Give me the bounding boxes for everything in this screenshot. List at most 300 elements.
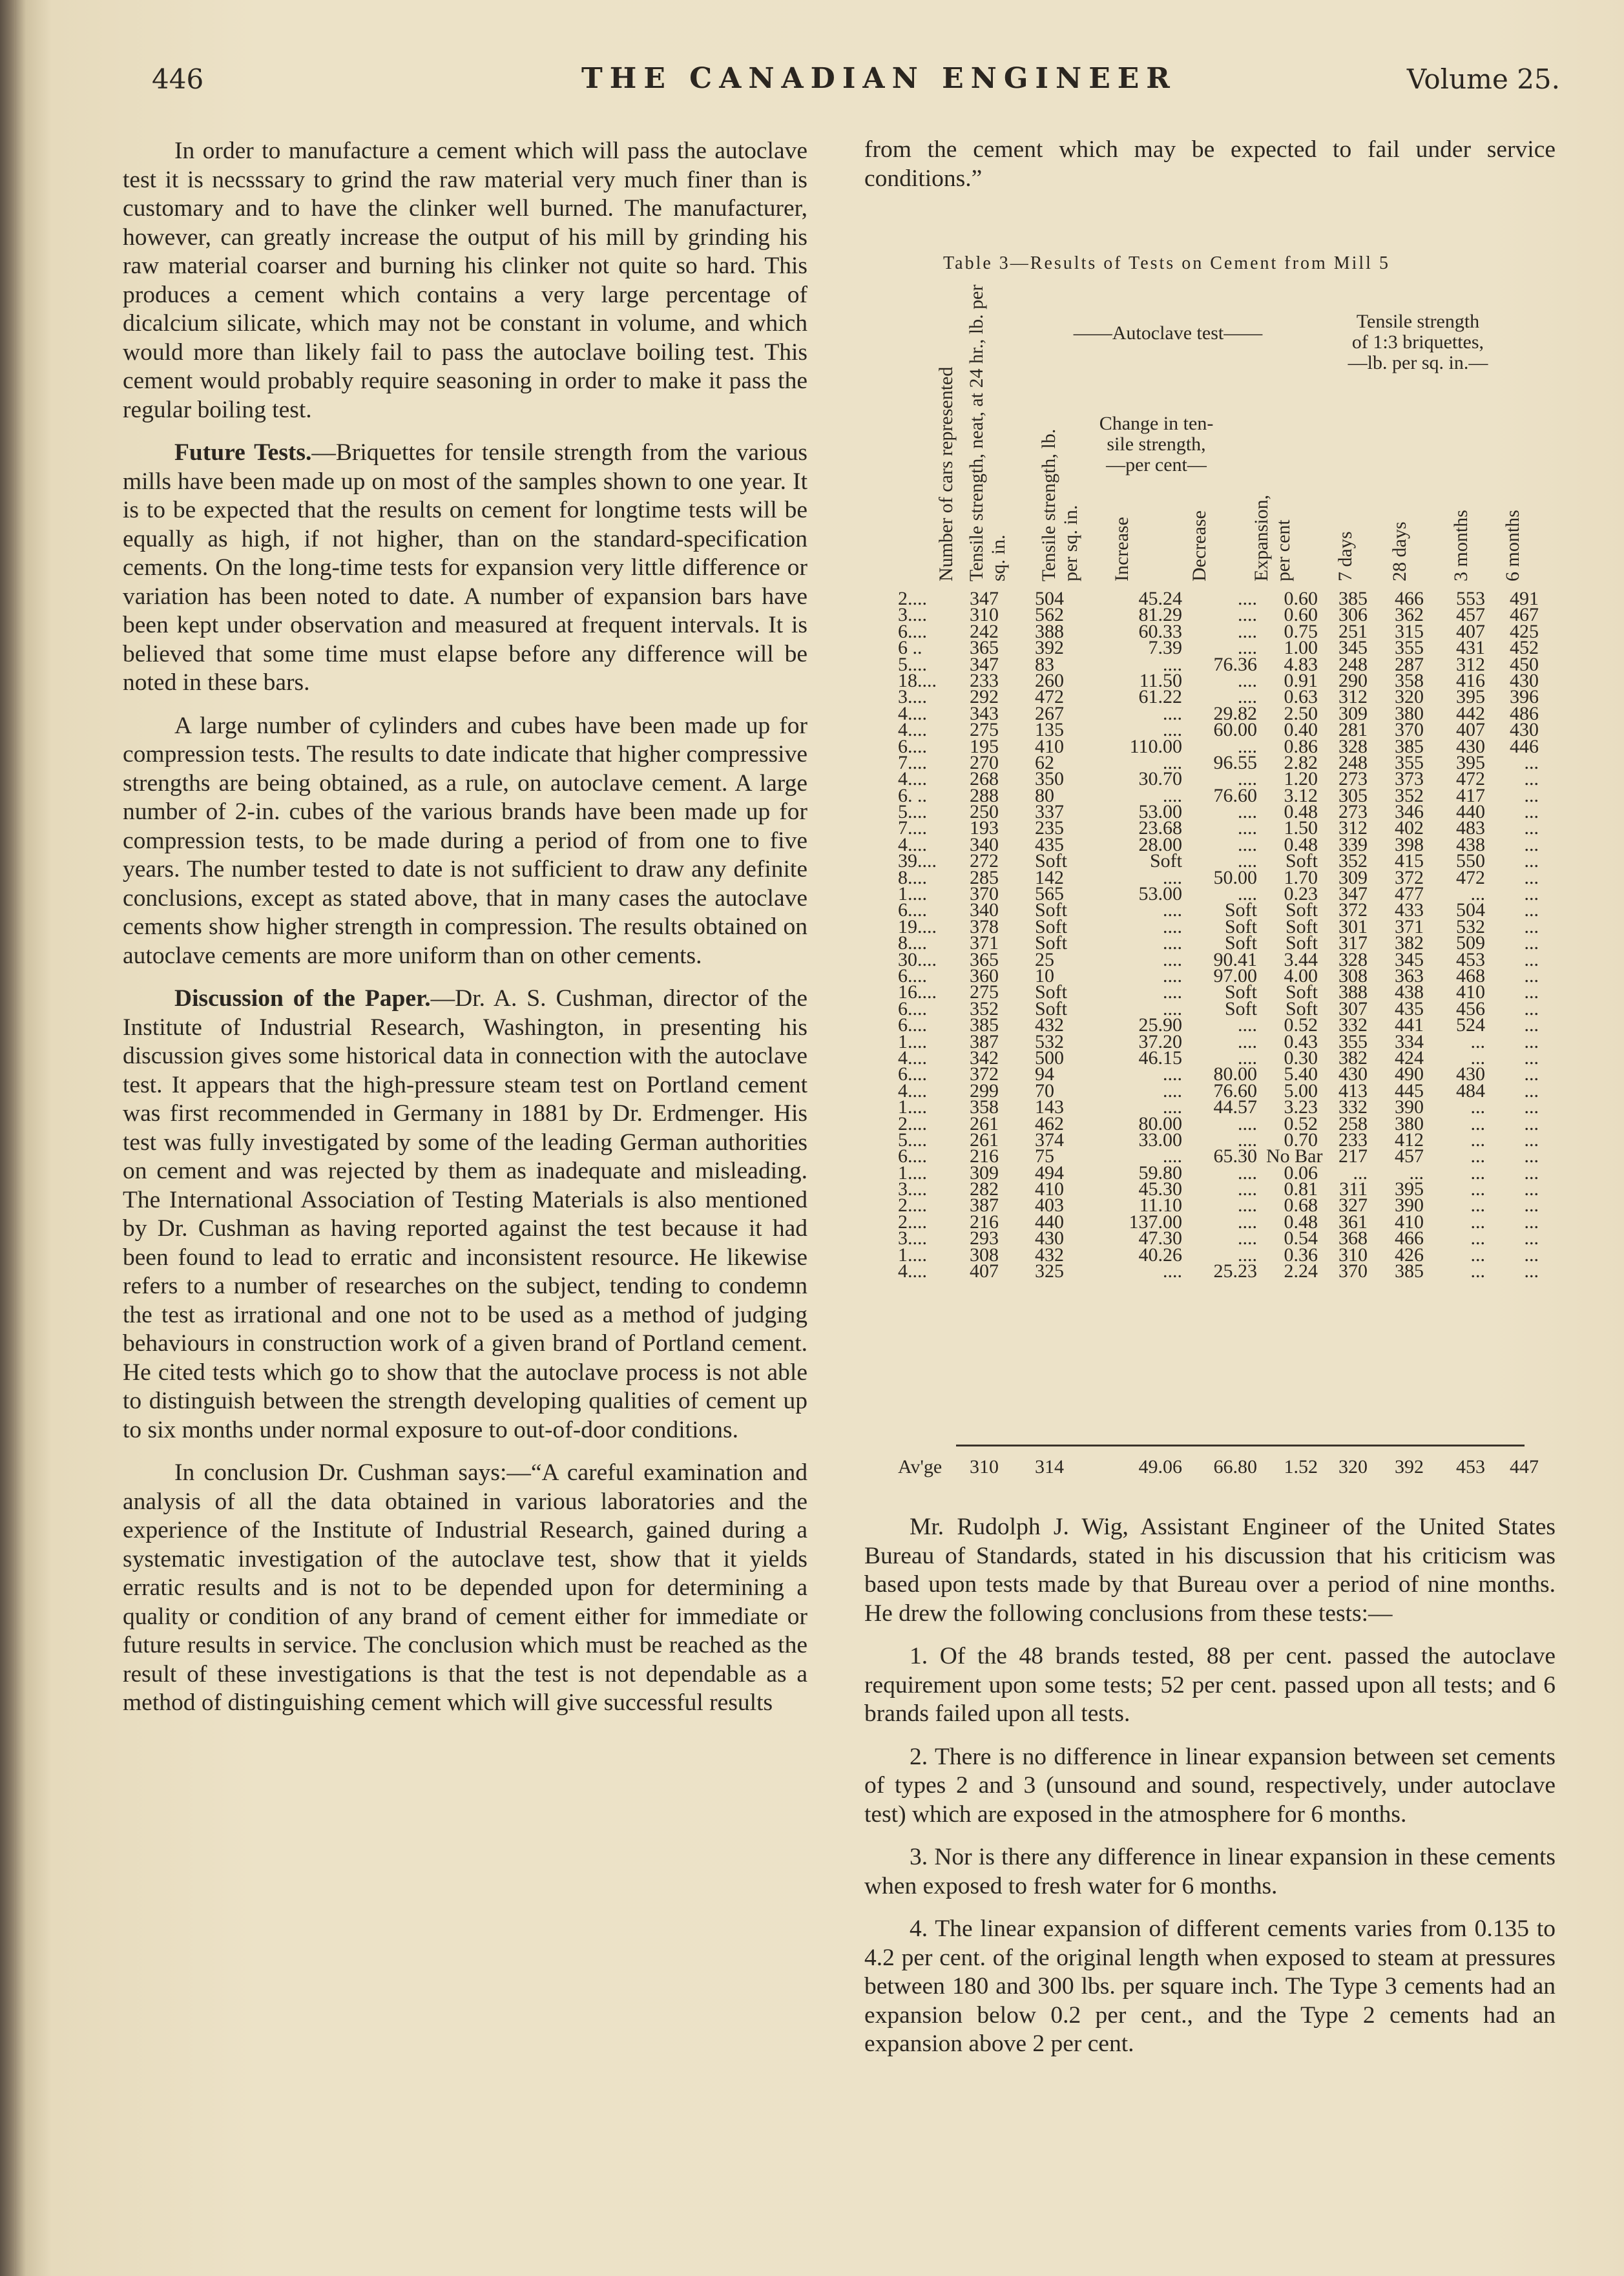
table-cell: 385 (970, 1014, 999, 1036)
table-cell: 365 (970, 948, 999, 970)
table-cell: ... (1470, 1145, 1485, 1167)
table-cell: 368 (1338, 1227, 1368, 1249)
table-cell: 407 (1456, 620, 1485, 642)
table-cell: 430 (1456, 735, 1485, 757)
table-cell: 233 (1338, 1129, 1368, 1151)
table-cell: ... (1524, 1112, 1539, 1134)
table-cell: 315 (1395, 620, 1424, 642)
table-cell: 385 (1395, 1260, 1424, 1282)
header-autoclave-group: ——Autoclave test—— (1073, 322, 1263, 344)
table-cell: Soft (1224, 915, 1257, 937)
table-cell: 2.24 (1284, 1260, 1318, 1282)
table-average-cell: 310 (970, 1456, 999, 1477)
right-column-bottom (864, 1513, 1556, 2073)
page-header (152, 58, 1560, 103)
table-cell: 440 (1035, 1211, 1064, 1233)
table-cell: 308 (1338, 965, 1368, 987)
table-cell: 413 (1338, 1080, 1368, 1101)
table-cell: 402 (1395, 817, 1424, 839)
table-cell: 339 (1338, 833, 1368, 855)
table-cell: Soft (1149, 850, 1182, 872)
table-cell: 3.... (898, 1227, 927, 1249)
table-cell: .... (1238, 1162, 1257, 1184)
table-cell: 110.00 (1129, 735, 1182, 757)
table-cell: 4.... (898, 1080, 927, 1101)
table-cell: 233 (970, 669, 999, 691)
table-cell: 430 (1035, 1227, 1064, 1249)
header-increase: Increase (1111, 517, 1132, 581)
paragraph: In order to manufacture a cement which will pass the autoclave test it is necsssary to grind the raw material very much finer than is customary and to have the clinker well burned. The manufacturer, however, can greatly increase the output of his mill by grinding his raw material coarser and burning his clinker not quite so hard. This produces a cement which contains a very large percentage of dicalcium silicate, which may not be constant in volume, and which would more than likely fail to pass the autoclave boiling test. This cement would probably require seasoning in order to make it pass the regular boiling test. (123, 138, 807, 423)
table-cell: 477 (1395, 883, 1424, 905)
table-cell: 524 (1456, 1014, 1485, 1036)
table-cell: ... (1524, 833, 1539, 855)
table-cell: 395 (1456, 686, 1485, 708)
table-cell: 441 (1395, 1014, 1424, 1036)
table-cell: .... (1238, 883, 1257, 905)
table-cell: 29.82 (1213, 702, 1257, 724)
table-cell: 0.43 (1284, 1030, 1318, 1052)
table-average-cell: 314 (1035, 1456, 1064, 1477)
table-cell: 370 (970, 883, 999, 905)
table-cell: 306 (1338, 604, 1368, 626)
table-cell: 0.52 (1284, 1112, 1318, 1134)
table-cell: 2.50 (1284, 702, 1318, 724)
table-cell: .... (1238, 686, 1257, 708)
table-cell: 312 (1456, 653, 1485, 675)
section-heading: Discussion of the Paper. (174, 985, 431, 1012)
table-cell: 60.33 (1138, 620, 1182, 642)
header-briquettes-group (1308, 311, 1528, 373)
table-cell: 28.00 (1138, 833, 1182, 855)
table-cell: 396 (1510, 686, 1539, 708)
table-cell: 1.20 (1284, 768, 1318, 790)
table-cell: 272 (970, 850, 999, 872)
table-cell: ... (1524, 1244, 1539, 1266)
table-cell: 25.90 (1138, 1014, 1182, 1036)
table-cell: 371 (1395, 915, 1424, 937)
table-cell: 309 (970, 1162, 999, 1184)
table-cell: ... (1524, 1178, 1539, 1200)
header-line: Tensile strength (1356, 311, 1480, 332)
table-cell: 387 (970, 1195, 999, 1216)
table-cell: 143 (1035, 1096, 1064, 1118)
table-cell: 285 (970, 866, 999, 888)
table-cell: 491 (1510, 588, 1539, 609)
table-cell: .... (1238, 1030, 1257, 1052)
table-cell: 309 (1338, 866, 1368, 888)
table-cell: 0.30 (1284, 1047, 1318, 1069)
table-cell: 83 (1035, 653, 1054, 675)
table-cell: 195 (970, 735, 999, 757)
table-cell: 0.40 (1284, 719, 1318, 741)
table-cell: ... (1524, 768, 1539, 790)
table-cell: 435 (1035, 833, 1064, 855)
table-cell: 135 (1035, 719, 1064, 741)
table-cell: 550 (1456, 850, 1485, 872)
table-cell: 5.40 (1284, 1063, 1318, 1085)
table-cell: 65.30 (1213, 1145, 1257, 1167)
table-cell: 216 (970, 1211, 999, 1233)
table-cell: 4.... (898, 1047, 927, 1069)
table-cell: 0.60 (1284, 604, 1318, 626)
header-line: of 1:3 briquettes, (1351, 331, 1484, 353)
table-cell: .... (1163, 1080, 1182, 1101)
table-cell: ... (1470, 883, 1485, 905)
table-cell: 3.... (898, 1178, 927, 1200)
table-cell: ... (1524, 817, 1539, 839)
table-cell: .... (1163, 866, 1182, 888)
table-cell: 309 (1338, 702, 1368, 724)
table-cell: 372 (1395, 866, 1424, 888)
table-cell: 2.... (898, 588, 927, 609)
table-cell: .... (1163, 965, 1182, 987)
table-average-cell: 49.06 (1138, 1456, 1182, 1477)
table-cell: 4.... (898, 1260, 927, 1282)
conclusion-item: 1. Of the 48 brands tested, 88 per cent. passed the autoclave requirement upon some tests; 52 per cent. passed upon all tests; and 6 brands failed upon all tests. (864, 1643, 1556, 1727)
table-cell: 70 (1035, 1080, 1054, 1101)
table-cell: 433 (1395, 899, 1424, 921)
table-cell: 312 (1338, 686, 1368, 708)
table-cell: 275 (970, 981, 999, 1003)
table-cell: ... (1524, 997, 1539, 1019)
table-cell: 363 (1395, 965, 1424, 987)
table-cell: 11.50 (1139, 669, 1182, 691)
table-cell: 76.36 (1213, 653, 1257, 675)
table-cell: .... (1238, 801, 1257, 823)
table-cell: 327 (1338, 1195, 1368, 1216)
table-cell: 261 (970, 1129, 999, 1151)
table-cell: Soft (1035, 899, 1068, 921)
table-cell: 288 (970, 784, 999, 806)
table-cell: 355 (1395, 751, 1424, 773)
table-cell: ... (1524, 1227, 1539, 1249)
table-cell: 311 (1339, 1178, 1368, 1200)
table-cell: 431 (1456, 637, 1485, 659)
table-cell: 412 (1395, 1129, 1424, 1151)
table-cell: 372 (1338, 899, 1368, 921)
paragraph-text: —Dr. A. S. Cushman, director of the Institute of Industrial Research, Washington, in presenting his discussion gives some historical data in connection with the autoclave test. It appears that the high-pressure steam test on Portland cement was first recommended in Germany in 1881 by Dr. Erdmenger. His test was fully investigated by some of the leading German authorities on cement and was rejected by them as inadequate and misleading. The International Association of Testing Materials is also mentioned by Dr. Cushman as having reported against the test because it had been found to lead to erratic and inconsistent resource. He likewise refers to a number of researches on the subject, tending to condemn the test as irrational and one not to be used as a method of judging behaviours in construction work of a given brand of Portland cement. He cited tests which go to show that the autoclave process is not able to distinguish between the strength developing qualities of cement up to six months under normal exposure to out-of-door conditions. (123, 985, 807, 1443)
table-cell: 7.... (898, 751, 927, 773)
table-cell: 310 (1338, 1244, 1368, 1266)
table-cell: .... (1163, 1063, 1182, 1085)
table-cell: 0.36 (1284, 1244, 1318, 1266)
table-cell: 532 (1035, 1030, 1064, 1052)
table-cell: 352 (970, 997, 999, 1019)
table-cell: Soft (1035, 932, 1068, 954)
table-cell: ... (1470, 1260, 1485, 1282)
table-cell: .... (1163, 932, 1182, 954)
table-cell: 407 (1456, 719, 1485, 741)
table-cell: 334 (1395, 1030, 1424, 1052)
table-cell: 457 (1456, 604, 1485, 626)
table-cell: 0.54 (1284, 1227, 1318, 1249)
table-cell: 8.... (898, 866, 927, 888)
table-cell: 3.... (898, 604, 927, 626)
table-cell: 137.00 (1129, 1211, 1182, 1233)
table-cell: 281 (1338, 719, 1368, 741)
table-cell: ... (1470, 1129, 1485, 1151)
table-cell: 483 (1456, 817, 1485, 839)
table-cell: 410 (1395, 1211, 1424, 1233)
table-cell: .... (1163, 948, 1182, 970)
table-cell: ... (1524, 850, 1539, 872)
table-cell: .... (1238, 735, 1257, 757)
table-cell: ... (1524, 1211, 1539, 1233)
table-cell: 6.... (898, 1063, 927, 1085)
header-tensile: Tensile strength, lb. per sq. in. (1038, 428, 1081, 581)
table-cell: 410 (1456, 981, 1485, 1003)
table-cell: .... (1238, 1047, 1257, 1069)
table-cell: ... (1524, 948, 1539, 970)
table-cell: 320 (1395, 686, 1424, 708)
table-cell: 216 (970, 1145, 999, 1167)
header-line: —lb. per sq. in.— (1348, 352, 1488, 373)
table-cell: .... (1163, 653, 1182, 675)
table-cell: 76.60 (1213, 1080, 1257, 1101)
table-cell: 392 (1035, 637, 1064, 659)
table-cell: 25.23 (1213, 1260, 1257, 1282)
table-cell: 308 (970, 1244, 999, 1266)
table-cell: 361 (1338, 1211, 1368, 1233)
table-cell: 50.00 (1213, 866, 1257, 888)
table-cell: 390 (1395, 1096, 1424, 1118)
paragraph: A large number of cylinders and cubes have been made up for compression tests. The results to date indicate that higher compressive strengths are being obtained, as a rule, on autoclave cement. A large number of 2-in. cubes of the various brands have been made up for compression tests, to be made during a period of from one to five years. The number tested to date is not sufficient to draw any definite conclusions, except as stated above, that in many cases the autoclave cements show higher strength in compression. The results obtained on autoclave cements are more uniform than on other cements. (123, 712, 807, 969)
table-cell: 275 (970, 719, 999, 741)
table-cell: 193 (970, 817, 999, 839)
table-cell: 372 (970, 1063, 999, 1085)
conclusion-item: 4. The linear expansion of different cements varies from 0.135 to 4.2 per cent. of the original length when exposed to steam at pressures between 180 and 300 lbs. per square inch. The Type 3 cements had an expansion below 0.2 per cent., and the Type 2 cements had an expansion above 2 per cent. (864, 1916, 1556, 2057)
table-cell: 438 (1395, 981, 1424, 1003)
table-cell: Soft (1035, 997, 1068, 1019)
table-cell: 387 (970, 1030, 999, 1052)
table-cell: ... (1524, 866, 1539, 888)
table-cell: 60.00 (1213, 719, 1257, 741)
table-cell: 472 (1456, 768, 1485, 790)
table-cell: 358 (1395, 669, 1424, 691)
table-cell: 0.68 (1284, 1195, 1318, 1216)
table-cell: .... (1163, 1145, 1182, 1167)
table-cell: ... (1470, 1112, 1485, 1134)
table-cell: 362 (1395, 604, 1424, 626)
table-cell: 350 (1035, 768, 1064, 790)
table-cell: 0.60 (1284, 588, 1318, 609)
table-average-cell: 1.52 (1284, 1456, 1318, 1477)
table-cell: ... (1524, 1195, 1539, 1216)
table-cell: Soft (1285, 997, 1318, 1019)
table-cell: 358 (970, 1096, 999, 1118)
table-cell: 0.75 (1284, 620, 1318, 642)
header-28-days: 28 days (1389, 521, 1410, 581)
table-cell: 373 (1395, 768, 1424, 790)
table-cell: 0.48 (1284, 833, 1318, 855)
table-cell: 0.70 (1284, 1129, 1318, 1151)
table-cell: 390 (1395, 1195, 1424, 1216)
table-cell: 4.83 (1284, 653, 1318, 675)
table-cell: 25 (1035, 948, 1054, 970)
header-expansion: Expansion, per cent (1251, 494, 1294, 581)
table-cell: 490 (1395, 1063, 1424, 1085)
header-line: —per cent— (1106, 454, 1207, 475)
table-cell: ... (1470, 1162, 1485, 1184)
table-cell: 472 (1035, 686, 1064, 708)
table-cell: 61.22 (1138, 686, 1182, 708)
table-cell: 382 (1338, 1047, 1368, 1069)
table-cell: 7.... (898, 817, 927, 839)
table-cell: ... (1524, 965, 1539, 987)
paragraph: Mr. Rudolph J. Wig, Assistant Engineer of the United States Bureau of Standards, stated in his discussion that his criticism was based upon tests made by that Bureau over a period of nine months. He drew the following conclusions from these tests:— (864, 1514, 1556, 1627)
table-cell: .... (1238, 1178, 1257, 1200)
table-cell: 380 (1395, 1112, 1424, 1134)
table-cell: Soft (1285, 915, 1318, 937)
table-cell: 562 (1035, 604, 1064, 626)
table-cell: 466 (1395, 588, 1424, 609)
table-cell: 94 (1035, 1063, 1054, 1085)
header-change-group (1085, 413, 1227, 475)
table-cell: .... (1163, 981, 1182, 1003)
table-cell: 565 (1035, 883, 1064, 905)
table-cell: 2.... (898, 1195, 927, 1216)
table-cell: 6.... (898, 1145, 927, 1167)
table-cell: 11.10 (1139, 1195, 1182, 1216)
table-cell: 360 (970, 965, 999, 987)
table-cell: ... (1524, 784, 1539, 806)
table-cell: 4.... (898, 833, 927, 855)
table-cell: 457 (1395, 1145, 1424, 1167)
table-cell: .... (1238, 833, 1257, 855)
table-cell: 33.00 (1138, 1129, 1182, 1151)
table-cell: 352 (1395, 784, 1424, 806)
table-cell: 494 (1035, 1162, 1064, 1184)
header-cars: Number of cars represented (935, 366, 957, 581)
table-cell: 4.... (898, 719, 927, 741)
table-cell: 8.... (898, 932, 927, 954)
table-cell: 2.82 (1284, 751, 1318, 773)
table-cell: .... (1238, 768, 1257, 790)
table-cell: ... (1470, 1195, 1485, 1216)
table-cell: 299 (970, 1080, 999, 1101)
table-cell: 251 (1338, 620, 1368, 642)
table-cell: 45.24 (1138, 588, 1182, 609)
volume-label: Volume 25. (1406, 63, 1560, 95)
table-cell: .... (1238, 1211, 1257, 1233)
table-cell: .... (1163, 997, 1182, 1019)
table-cell: 371 (970, 932, 999, 954)
table-cell: 385 (1395, 735, 1424, 757)
table-cell: 484 (1456, 1080, 1485, 1101)
table-cell: 395 (1395, 1178, 1424, 1200)
table-cell: 0.91 (1284, 669, 1318, 691)
table-cell: 450 (1510, 653, 1539, 675)
table-cell: 504 (1035, 588, 1064, 609)
table-cell: 142 (1035, 866, 1064, 888)
table-cell: 403 (1035, 1195, 1064, 1216)
magazine-title: THE CANADIAN ENGINEER (581, 62, 1177, 95)
header-6-months: 6 months (1502, 510, 1523, 581)
table-cell: No Bar (1266, 1145, 1323, 1167)
table-cell: ... (1470, 1096, 1485, 1118)
table-cell: .... (1163, 915, 1182, 937)
table-cell: ... (1470, 1030, 1485, 1052)
header-3-months: 3 months (1450, 510, 1472, 581)
table-cell: 1.70 (1284, 866, 1318, 888)
table-average-cell: 66.80 (1213, 1456, 1257, 1477)
table-cell: 3.44 (1284, 948, 1318, 970)
table-cell: ... (1524, 801, 1539, 823)
table-cell: 355 (1338, 1030, 1368, 1052)
table-cell: .... (1238, 1112, 1257, 1134)
table-cell: .... (1163, 751, 1182, 773)
table-cell: .... (1163, 899, 1182, 921)
table-cell: 6.... (898, 1014, 927, 1036)
table-cell: ... (1524, 1145, 1539, 1167)
table-cell: 453 (1456, 948, 1485, 970)
table-cell: ... (1524, 1260, 1539, 1282)
table-cell: 398 (1395, 833, 1424, 855)
table-cell: 355 (1395, 637, 1424, 659)
table-cell: .... (1238, 1195, 1257, 1216)
table-cell: 90.41 (1213, 948, 1257, 970)
table-cell: 258 (1338, 1112, 1368, 1134)
table-cell: 248 (1338, 751, 1368, 773)
table-cell: ... (1470, 1178, 1485, 1200)
header-line: sile strength, (1107, 433, 1206, 455)
table-cell: 340 (970, 899, 999, 921)
table-cell: 47.30 (1138, 1227, 1182, 1249)
table-cell: 500 (1035, 1047, 1064, 1069)
table-cell: .... (1238, 637, 1257, 659)
table-cell: 438 (1456, 833, 1485, 855)
table-cell: 1.... (898, 1030, 927, 1052)
header-7-days: 7 days (1335, 531, 1356, 581)
table-cell: Soft (1224, 899, 1257, 921)
table-cell: Soft (1285, 850, 1318, 872)
table-cell: 1.... (898, 1096, 927, 1118)
table-cell: 292 (970, 686, 999, 708)
table-cell: ... (1524, 883, 1539, 905)
table-cell: 81.29 (1138, 604, 1182, 626)
table-cell: .... (1238, 817, 1257, 839)
table-cell: 39.... (898, 850, 937, 872)
table-cell: ... (1470, 1047, 1485, 1069)
table-cell: 395 (1456, 751, 1485, 773)
table-average-cell: Av'ge (898, 1456, 942, 1477)
table-caption: Table 3—Results of Tests on Cement from Mill 5 (943, 253, 1390, 273)
table-cell: 462 (1035, 1112, 1064, 1134)
table-cell: 486 (1510, 702, 1539, 724)
table-cell: 456 (1456, 997, 1485, 1019)
table-cell: 0.48 (1284, 801, 1318, 823)
table-cell: 3.23 (1284, 1096, 1318, 1118)
table-cell: 532 (1456, 915, 1485, 937)
table-cell: 267 (1035, 702, 1064, 724)
table-cell: 18.... (898, 669, 937, 691)
table-cell: 37.20 (1138, 1030, 1182, 1052)
table-cell: 0.48 (1284, 1211, 1318, 1233)
table-cell: ... (1470, 1244, 1485, 1266)
table-cell: 328 (1338, 948, 1368, 970)
table-cell: 305 (1338, 784, 1368, 806)
table-cell: 345 (1338, 637, 1368, 659)
table-cell: 0.06 (1284, 1162, 1318, 1184)
table-cell: 46.15 (1138, 1047, 1182, 1069)
table-cell: 385 (1338, 588, 1368, 609)
table-cell: 430 (1510, 719, 1539, 741)
table-cell: 3.12 (1284, 784, 1318, 806)
table-cell: Soft (1035, 850, 1068, 872)
table-cell: 80.00 (1138, 1112, 1182, 1134)
table-cell: 7.39 (1148, 637, 1182, 659)
table-cell: Soft (1035, 981, 1068, 1003)
